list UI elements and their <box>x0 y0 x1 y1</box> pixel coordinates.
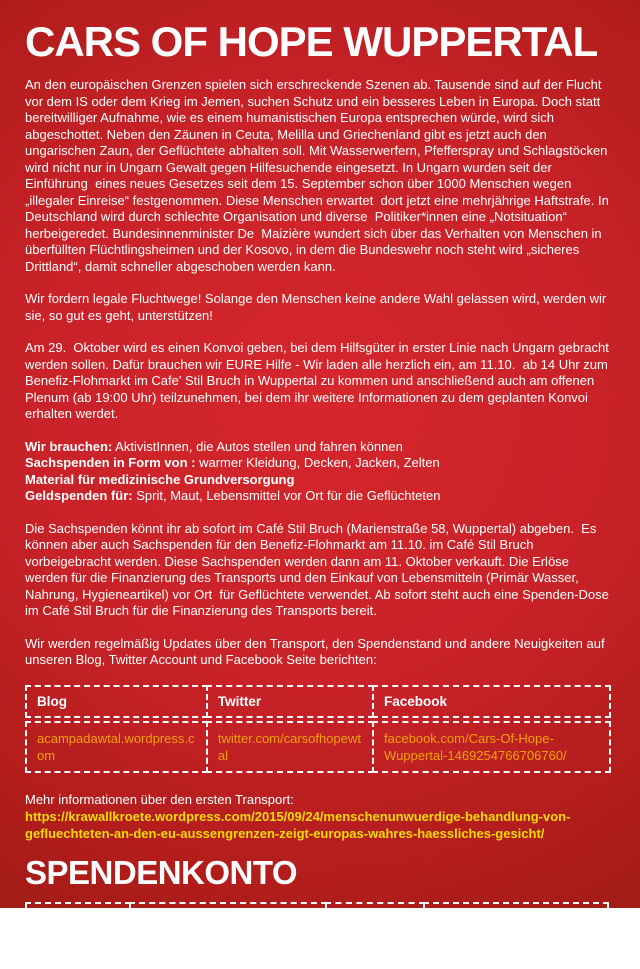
updates-paragraph: Wir werden regelmäßig Updates über den Transport, den Spendenstand und andere Neuigkeiten auf unseren Blog, Twitter Account und Facebook Seite berichten: <box>25 635 609 668</box>
demands-paragraph: Wir fordern legale Fluchtwege! Solange den Menschen keine andere Wahl gelassen wird, werden wir sie, so gut es geht, unterstützen! <box>25 291 610 323</box>
social-header-twitter: Twitter <box>206 685 374 718</box>
konto-header-row <box>25 902 615 934</box>
need-text: AktivistInnen, die Autos stellen und fahren können <box>112 438 403 454</box>
need-item <box>25 439 615 456</box>
need-text: warmer Kleidung, Decken, Jacken, Zelten <box>195 455 440 471</box>
need-label: Material für medizinische Grundversorgung <box>25 471 295 487</box>
facebook-link[interactable]: facebook.com/Cars-Of-Hope-Wuppertal-1469254766706760/ <box>384 730 567 763</box>
konto-value-iban: DE80 3305 0000 0000 6968 49 <box>129 937 327 969</box>
social-links-row <box>25 721 615 773</box>
need-label: Wir brauchen: <box>25 438 113 454</box>
intro-paragraph: An den europäischen Grenzen spielen sich erschreckende Szenen ab. Tausende sind auf der Flucht vor dem IS oder dem Krieg im Jemen, suchen Schutz und ein besseres Leben in Europa. Doch statt bereitwilliger Aufnahme, wie es einem humanistischen Europa entsprechen würde, wird sich abgeschottet. Neben den Zäunen in Ceuta, Melilla und Griechenland gibt es jetzt auch den ungarischen Zaun, der Geflüchtete abhalten soll. Mit Wasserwerfern, Pfefferspray und Schlagstöcken wird nicht nur in Ungarn Gewalt gegen Hilfesuchende eingesetzt. In Ungarn wurden seit der Einführung eines neues Gesetzes seit dem 15. September schon über 1000 Menschen wegen „illegaler Einreise“ festgenommen. Diese Menschen erwartet dort jetzt eine mehrjährige Haftstrafe. In Deutschland wird durch schlechte Organisation und diverse Politiker*innen eine „Notsituation“ herbeigeredet. Bundesinnenminister De Maizière wundert sich über das Verhalten von Menschen in überfüllten Flüchtlingsheimen und der Kosovo, in dem die Bundeswehr noch steht wird „sicheres Drittland“, damit schneller abgeschoben werden kann. <box>25 77 613 274</box>
konto-header-iban: IBAN <box>129 902 327 934</box>
konto-value-name: Mustafa Demir <box>25 937 131 969</box>
needs-list <box>25 439 615 505</box>
transport-info <box>25 791 615 842</box>
spendenkonto-title: SPENDENKONTO <box>25 853 298 891</box>
spendenkonto-table <box>25 902 615 969</box>
konto-header-verwendungszweck: Verwendungszweck (!) <box>423 902 609 934</box>
konto-header-bic: BIC <box>325 902 425 934</box>
social-header-facebook: Facebook <box>372 685 611 718</box>
konto-header-name: Name <box>25 902 131 934</box>
konto-value-verwendungszweck: Cars of Hope <box>423 937 609 969</box>
page-title: CARS OF HOPE WUPPERTAL <box>25 18 598 65</box>
social-cell-blog <box>25 721 208 773</box>
need-item <box>25 488 615 505</box>
transport-info-label: Mehr informationen über den ersten Transport: <box>25 791 294 807</box>
social-cell-facebook <box>372 721 611 773</box>
social-header-blog: Blog <box>25 685 208 718</box>
social-cell-twitter <box>206 721 374 773</box>
konto-value-bic: WUPSDE33XXX <box>325 937 425 969</box>
transport-info-link[interactable]: https://krawallkroete.wordpress.com/2015/09/24/menschenunwuerdige-behandlung-von-gefluechteten-an-den-eu-aussengrenzen-zeigt-europas-wahres-haessliches-gesicht/ <box>25 808 571 841</box>
need-label: Geldspenden für: <box>25 488 133 504</box>
social-header-row <box>25 685 615 718</box>
konvoi-paragraph: Am 29. Oktober wird es einen Konvoi geben, bei dem Hilfsgüter in erster Linie nach Ungarn gebracht werden sollen. Dafür brauchen wir EURE Hilfe - Wir laden alle herzlich ein, am 11.10. ab 14 Uhr zum Benefiz-Flohmarkt im Cafe' Stil Bruch in Wuppertal zu kommen und anschließend auch am offenen Plenum (ab 19:00 Uhr) teilzunehmen, bei dem ihr weitere Informationen zu dem geplanten Konvoi erhalten werdet. <box>25 340 613 422</box>
social-table <box>25 685 615 773</box>
blog-link[interactable]: acampadawtal.wordpress.com <box>37 730 195 763</box>
need-label: Sachspenden in Form von : <box>25 455 196 471</box>
sachspenden-paragraph: Die Sachspenden könnt ihr ab sofort im Café Stil Bruch (Marienstraße 58, Wuppertal) abgeben. Es können aber auch Sachspenden für den Benefiz-Flohmarkt am 11.10. im Café Stil Bruch vorbeigebracht werden. Diese Sachspenden werden dann am 11. Oktober verkauft. Die Erlöse werden für die Finanzierung des Transports und den Einkauf von Lebensmitteln (Primär Wasser, Nahrung, Hygieneartikel) vor Ort für Geflüchtete verwendet. Ab sofort steht auch eine Spenden-Dose im Café Stil Bruch für die Finanzierung des Transports bereit. <box>25 520 613 619</box>
twitter-link[interactable]: twitter.com/carsofhopewtal <box>217 730 361 763</box>
need-item <box>25 472 615 489</box>
need-item <box>25 455 615 472</box>
need-text: Sprit, Maut, Lebensmittel vor Ort für die Geflüchteten <box>132 488 441 504</box>
konto-values-row <box>25 937 615 969</box>
